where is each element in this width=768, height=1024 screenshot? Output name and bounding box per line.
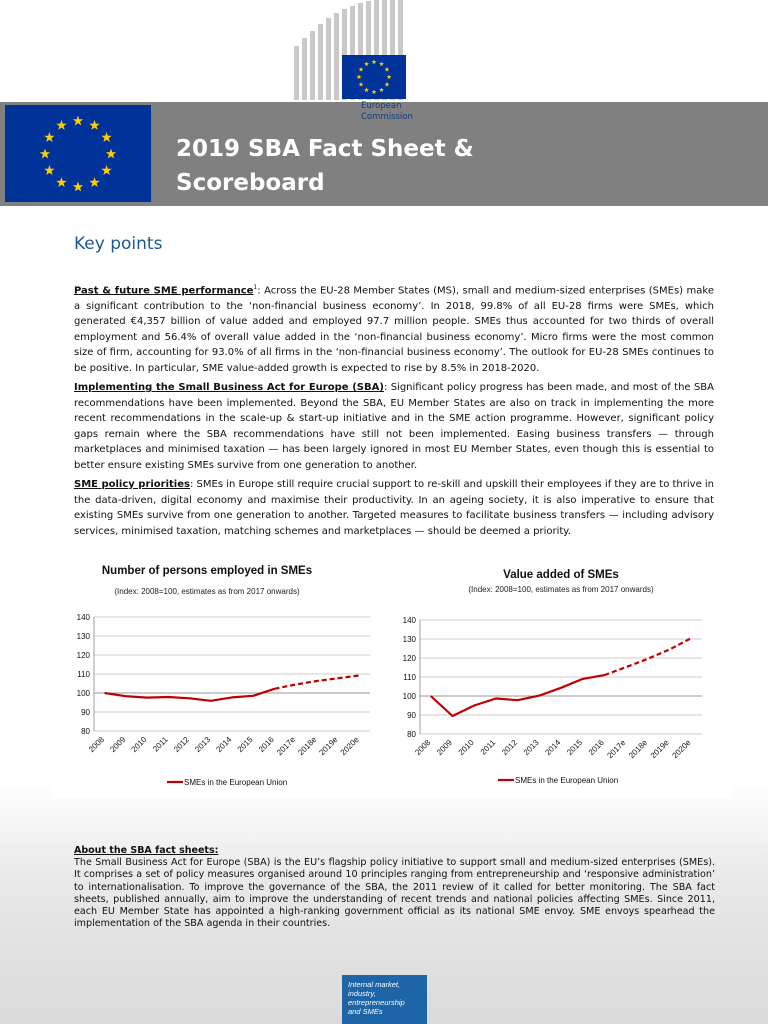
- y-tick-label: 120: [402, 654, 416, 663]
- about-body: The Small Business Act for Europe (SBA) is the EU’s flagship policy initiative to support small and medium-sized enterprises (SMEs). It comprises a set of policy measures organised around 10 principles ranging from entrepreneurship and ‘responsive administration’ to internationalisation. To improve the governance of the SBA, the 2011 review of it called for better monitoring. The SBA fact sheets, published annually, aim to improve the understanding of recent trends and national policies affecting SMEs. Since 2011, each EU Member State has appointed a high-ranking government official as its national SME envoy. SME envoys spearhead the implementation of the SBA agenda in their countries.: [74, 857, 715, 930]
- x-tick-label: 2018e: [627, 738, 650, 761]
- key-points-heading: Key points: [74, 234, 163, 254]
- chart-title-value-added: Value added of SMEs: [503, 569, 619, 581]
- x-tick-label: 2016: [256, 735, 276, 754]
- y-tick-label: 100: [402, 692, 416, 701]
- paragraph-lead: Implementing the Small Business Act for Europe (SBA): [74, 382, 384, 393]
- series-line-estimate: [604, 638, 691, 675]
- x-tick-label: 2012: [172, 735, 191, 754]
- paragraph-sba-implementation: [74, 380, 714, 473]
- y-tick-label: 80: [407, 730, 416, 739]
- y-tick-label: 140: [76, 613, 90, 622]
- paragraph-policy-priorities: [74, 477, 714, 539]
- page-title: 2019 SBA Fact Sheet & Scoreboard: [176, 136, 474, 196]
- chart-value-added: [382, 608, 712, 798]
- x-tick-label: 2015: [235, 735, 255, 754]
- x-tick-label: 2008: [413, 738, 433, 757]
- x-tick-label: 2017e: [275, 735, 298, 758]
- paragraph-lead: SME policy priorities: [74, 479, 190, 490]
- european-commission-label: European Commission: [361, 101, 413, 122]
- y-tick-label: 90: [81, 708, 90, 717]
- footnote-marker: 1: [253, 284, 258, 291]
- x-tick-label: 2010: [456, 738, 476, 757]
- eu-flag-icon: [5, 105, 151, 202]
- footer-text: Internal market, industry, entrepreneurship and SMEs: [348, 980, 405, 1016]
- y-tick-label: 120: [76, 651, 90, 660]
- chart-subtitle-employment: (Index: 2008=100, estimates as from 2017 onwards): [114, 587, 300, 596]
- x-tick-label: 2011: [151, 735, 170, 754]
- paragraph-lead: Past & future SME performance: [74, 285, 254, 297]
- x-tick-label: 2011: [478, 738, 498, 757]
- chart-employment: [52, 605, 372, 795]
- x-tick-label: 2013: [521, 738, 541, 757]
- y-tick-label: 130: [402, 635, 416, 644]
- x-tick-label: 2009: [435, 738, 454, 757]
- x-tick-label: 2009: [108, 735, 128, 754]
- paragraph-text: : Across the EU-28 Member States (MS), small and medium-sized enterprises (SMEs) make a significant contribution to the ‘non-financial business economy’. In 2018, 99.8% of all EU-28 firms were SMEs, which generated €4,357 billion of value added and employed 97.7 million people. SMEs thus accounted for two thirds of overall employment and 56.4% of overall value added in the ‘non-financial business economy’. Micro firms were the most common size of firm, accounting for 93.0% of all firms in the ‘non-financial business economy’. The outlook for EU-28 SMEs continues to be positive. In particular, SME value-added growth is expected to rise by 8.5% in 2018-2020.: [74, 285, 714, 374]
- y-tick-label: 100: [76, 689, 90, 698]
- series-line-estimate: [275, 676, 360, 689]
- x-tick-label: 2014: [214, 735, 234, 754]
- x-tick-label: 2016: [586, 738, 606, 757]
- y-tick-label: 110: [403, 673, 416, 682]
- x-tick-label: 2019e: [648, 738, 671, 761]
- paragraph-text: : SMEs in Europe still require crucial support to re-skill and upskill their employees if they are to thrive in the data-driven, digital economy and maximise their productivity. In an ageing society, it is also imperative to ensure that existing SMEs survive from one generation to another. Targeted measures to facilitate business transfers — including advisory services, minimised taxation, matching schemes and marketplaces — should be deemed a priority.: [74, 479, 715, 537]
- x-tick-label: 2012: [500, 738, 520, 757]
- x-tick-label: 2020e: [670, 738, 693, 761]
- legend-label: SMEs in the European Union: [515, 776, 619, 785]
- footer-badge: [342, 975, 427, 1024]
- about-title: About the SBA fact sheets:: [74, 845, 219, 856]
- legend-label: SMEs in the European Union: [184, 778, 288, 787]
- x-tick-label: 2015: [565, 738, 585, 757]
- chart-title-employment: Number of persons employed in SMEs: [101, 565, 313, 577]
- chart-subtitle-value-added: (Index: 2008=100, estimates as from 2017 onwards): [468, 585, 654, 594]
- x-tick-label: 2017e: [605, 738, 628, 761]
- y-tick-label: 130: [76, 632, 90, 641]
- x-tick-label: 2008: [87, 735, 107, 754]
- x-tick-label: 2020e: [338, 735, 361, 758]
- x-tick-label: 2019e: [317, 735, 340, 758]
- x-tick-label: 2018e: [296, 735, 319, 758]
- x-tick-label: 2013: [193, 735, 213, 754]
- paragraph-text: : Significant policy progress has been made, and most of the SBA recommendations have been implemented. Beyond the SBA, EU Member States are also on track in implementing the more recent recommendations in the scale-up & start-up initiative and in the SME action programme. However, significant policy gaps remain where the SBA recommendations have still not been implemented. Easing business transfers — through marketplaces and minimised taxation — has been largely ignored in most EU Member States, even though this is essential to better ensure existing SMEs survive from one generation to another.: [74, 382, 714, 471]
- x-tick-label: 2014: [543, 738, 563, 757]
- y-tick-label: 110: [77, 670, 90, 679]
- y-tick-label: 80: [81, 727, 90, 736]
- y-tick-label: 140: [402, 616, 416, 625]
- series-line-actual: [431, 675, 605, 716]
- y-tick-label: 90: [407, 711, 416, 720]
- paragraph-sme-performance: [74, 280, 714, 376]
- x-tick-label: 2010: [129, 735, 149, 754]
- series-line-actual: [105, 689, 275, 701]
- european-commission-logo: [292, 0, 406, 104]
